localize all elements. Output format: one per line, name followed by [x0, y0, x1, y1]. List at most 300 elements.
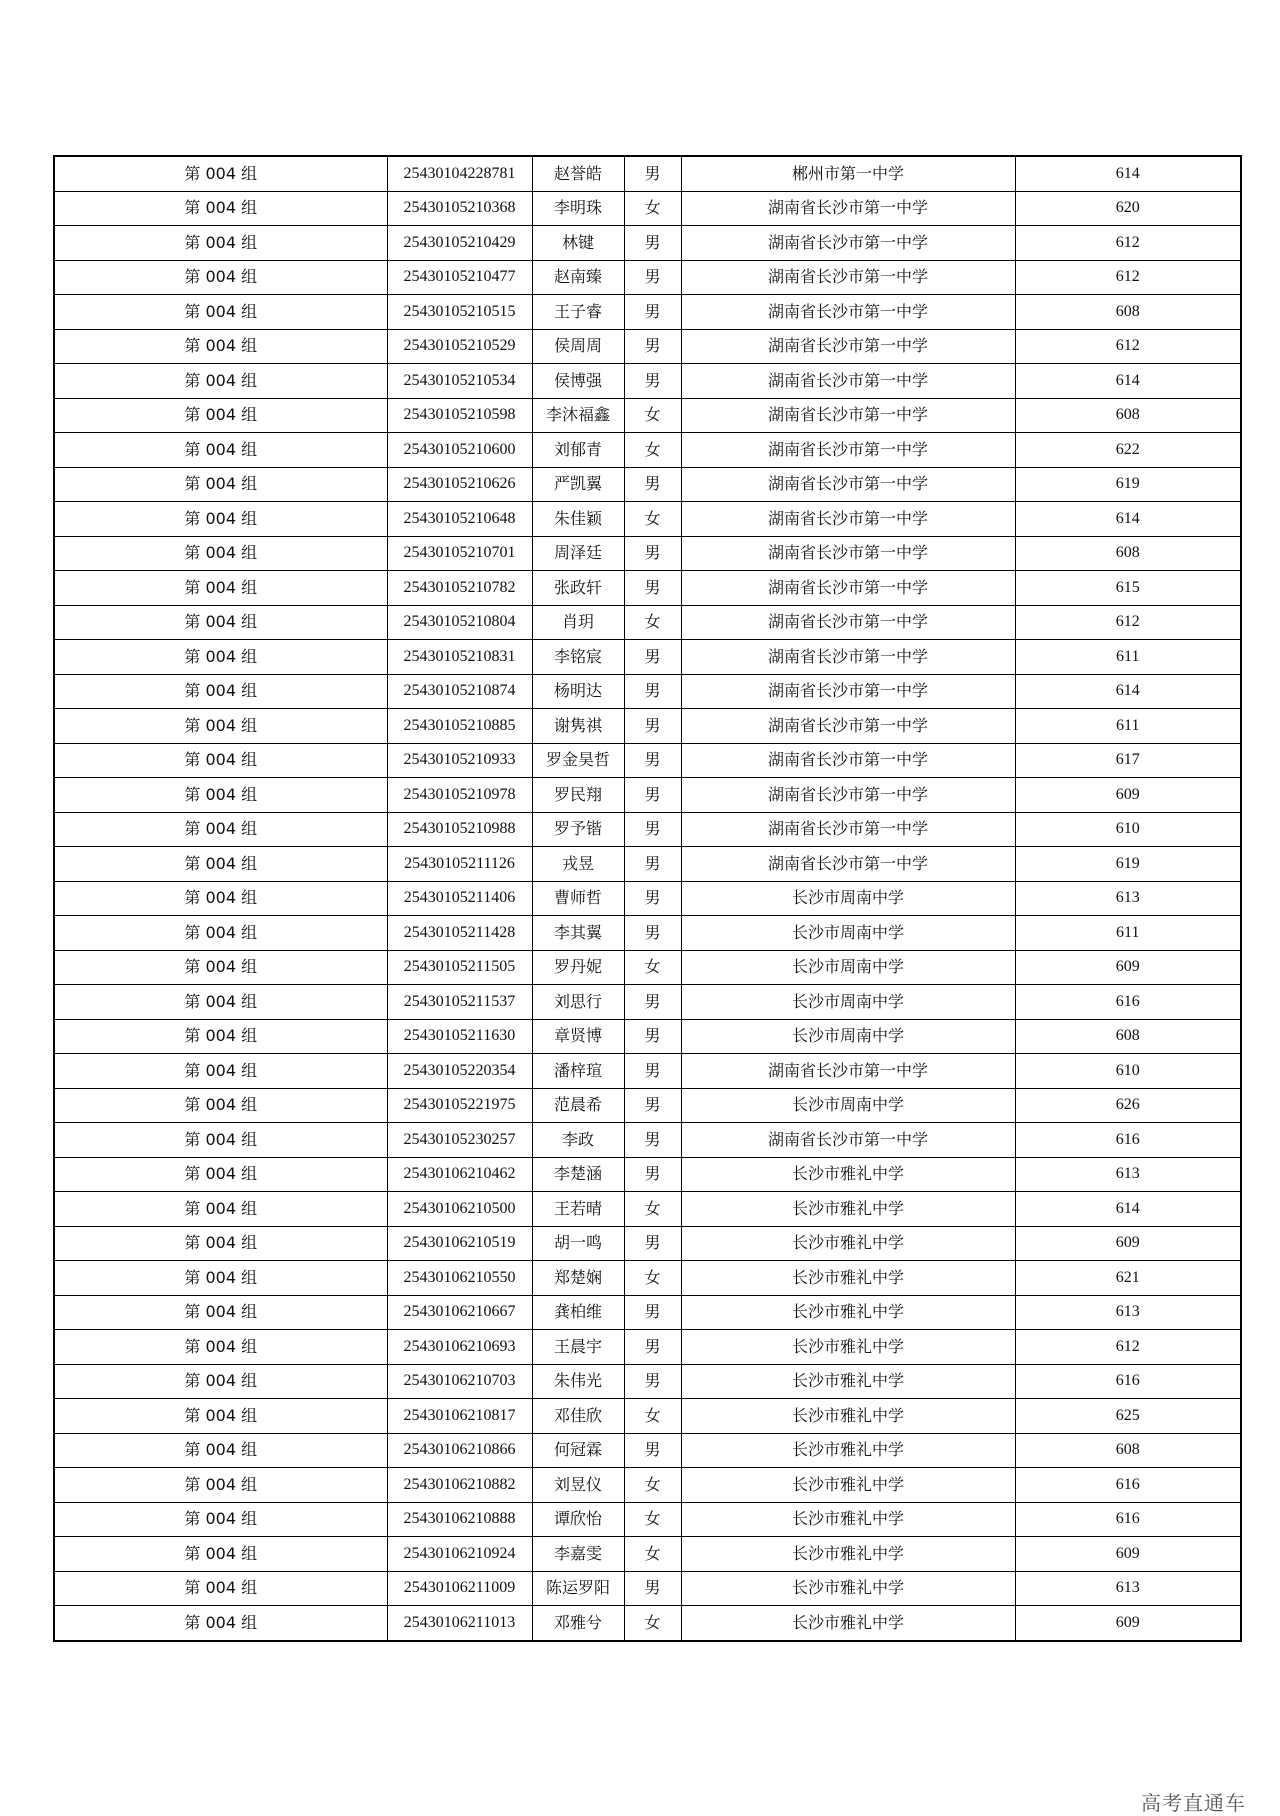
name-cell: 林键: [532, 226, 624, 261]
table-row: [54, 1502, 1241, 1537]
school-cell: 湖南省长沙市第一中学: [681, 226, 1015, 261]
name-cell: 王若晴: [532, 1192, 624, 1227]
exam-id-cell: 25430105210429: [387, 226, 532, 261]
name-cell: 罗金昊哲: [532, 743, 624, 778]
name-cell: 罗予锴: [532, 812, 624, 847]
gender-cell: 女: [624, 1606, 681, 1641]
score-cell: 610: [1015, 1054, 1241, 1089]
group-cell: 第 004 组: [54, 743, 387, 778]
name-cell: 龚柏维: [532, 1295, 624, 1330]
gender-cell: 男: [624, 1330, 681, 1365]
gender-cell: 女: [624, 191, 681, 226]
gender-cell: 男: [624, 1019, 681, 1054]
school-cell: 湖南省长沙市第一中学: [681, 640, 1015, 675]
school-cell: 湖南省长沙市第一中学: [681, 433, 1015, 468]
gender-cell: 男: [624, 260, 681, 295]
gender-cell: 男: [624, 536, 681, 571]
gender-cell: 男: [624, 364, 681, 399]
gender-cell: 男: [624, 1226, 681, 1261]
score-cell: 611: [1015, 640, 1241, 675]
gender-cell: 女: [624, 605, 681, 640]
table-row: [54, 1123, 1241, 1158]
exam-id-cell: 25430106210462: [387, 1157, 532, 1192]
exam-id-cell: 25430105211505: [387, 950, 532, 985]
exam-id-cell: 25430106210550: [387, 1261, 532, 1296]
gender-cell: 男: [624, 329, 681, 364]
table-row: [54, 1571, 1241, 1606]
name-cell: 周泽廷: [532, 536, 624, 571]
school-cell: 湖南省长沙市第一中学: [681, 502, 1015, 537]
exam-id-cell: 25430105210701: [387, 536, 532, 571]
score-cell: 609: [1015, 1226, 1241, 1261]
group-cell: 第 004 组: [54, 1606, 387, 1641]
name-cell: 王子睿: [532, 295, 624, 330]
table-row: [54, 1157, 1241, 1192]
gender-cell: 男: [624, 985, 681, 1020]
exam-id-cell: 25430106210924: [387, 1537, 532, 1572]
exam-id-cell: 25430106210866: [387, 1433, 532, 1468]
gender-cell: 男: [624, 1295, 681, 1330]
exam-id-cell: 25430106210817: [387, 1399, 532, 1434]
exam-id-cell: 25430106210888: [387, 1502, 532, 1537]
score-cell: 613: [1015, 1295, 1241, 1330]
table-row: [54, 398, 1241, 433]
gender-cell: 女: [624, 1468, 681, 1503]
group-cell: 第 004 组: [54, 1123, 387, 1158]
table-row: [54, 1606, 1241, 1641]
name-cell: 杨明达: [532, 674, 624, 709]
exam-id-cell: 25430105221975: [387, 1088, 532, 1123]
exam-id-cell: 25430105211428: [387, 916, 532, 951]
group-cell: 第 004 组: [54, 1502, 387, 1537]
exam-id-cell: 25430105210831: [387, 640, 532, 675]
table-row: [54, 812, 1241, 847]
table-body: [54, 156, 1241, 1641]
exam-id-cell: 25430104228781: [387, 156, 532, 191]
exam-id-cell: 25430105210988: [387, 812, 532, 847]
school-cell: 长沙市雅礼中学: [681, 1330, 1015, 1365]
school-cell: 长沙市雅礼中学: [681, 1157, 1015, 1192]
group-cell: 第 004 组: [54, 1295, 387, 1330]
table-row: [54, 640, 1241, 675]
school-cell: 湖南省长沙市第一中学: [681, 329, 1015, 364]
group-cell: 第 004 组: [54, 226, 387, 261]
score-cell: 614: [1015, 156, 1241, 191]
score-cell: 619: [1015, 847, 1241, 882]
gender-cell: 男: [624, 467, 681, 502]
table-row: [54, 743, 1241, 778]
group-cell: 第 004 组: [54, 1571, 387, 1606]
name-cell: 邓佳欣: [532, 1399, 624, 1434]
exam-id-cell: 25430105211126: [387, 847, 532, 882]
score-cell: 611: [1015, 916, 1241, 951]
table-row: [54, 881, 1241, 916]
table-row: [54, 1537, 1241, 1572]
exam-id-cell: 25430105210648: [387, 502, 532, 537]
group-cell: 第 004 组: [54, 605, 387, 640]
table-row: [54, 433, 1241, 468]
score-cell: 622: [1015, 433, 1241, 468]
score-cell: 616: [1015, 1123, 1241, 1158]
exam-id-cell: 25430106210667: [387, 1295, 532, 1330]
score-cell: 612: [1015, 226, 1241, 261]
table-row: [54, 847, 1241, 882]
school-cell: 长沙市周南中学: [681, 985, 1015, 1020]
gender-cell: 男: [624, 640, 681, 675]
name-cell: 胡一鸣: [532, 1226, 624, 1261]
name-cell: 李政: [532, 1123, 624, 1158]
school-cell: 湖南省长沙市第一中学: [681, 1054, 1015, 1089]
table-row: [54, 605, 1241, 640]
school-cell: 长沙市雅礼中学: [681, 1192, 1015, 1227]
exam-id-cell: 25430106210882: [387, 1468, 532, 1503]
gender-cell: 男: [624, 1433, 681, 1468]
school-cell: 长沙市雅礼中学: [681, 1364, 1015, 1399]
group-cell: 第 004 组: [54, 329, 387, 364]
table-row: [54, 1330, 1241, 1365]
gender-cell: 男: [624, 847, 681, 882]
group-cell: 第 004 组: [54, 1157, 387, 1192]
school-cell: 郴州市第一中学: [681, 156, 1015, 191]
group-cell: 第 004 组: [54, 985, 387, 1020]
exam-id-cell: 25430105211630: [387, 1019, 532, 1054]
school-cell: 湖南省长沙市第一中学: [681, 1123, 1015, 1158]
score-cell: 614: [1015, 1192, 1241, 1227]
group-cell: 第 004 组: [54, 1088, 387, 1123]
table-row: [54, 1088, 1241, 1123]
table-row: [54, 191, 1241, 226]
exam-id-cell: 25430105211537: [387, 985, 532, 1020]
score-cell: 616: [1015, 1502, 1241, 1537]
exam-id-cell: 25430105211406: [387, 881, 532, 916]
gender-cell: 女: [624, 398, 681, 433]
table-row: [54, 329, 1241, 364]
exam-id-cell: 25430105230257: [387, 1123, 532, 1158]
name-cell: 侯周周: [532, 329, 624, 364]
name-cell: 张政轩: [532, 571, 624, 606]
school-cell: 湖南省长沙市第一中学: [681, 260, 1015, 295]
school-cell: 湖南省长沙市第一中学: [681, 467, 1015, 502]
group-cell: 第 004 组: [54, 1226, 387, 1261]
table-row: [54, 295, 1241, 330]
score-cell: 614: [1015, 364, 1241, 399]
gender-cell: 男: [624, 571, 681, 606]
school-cell: 湖南省长沙市第一中学: [681, 191, 1015, 226]
school-cell: 湖南省长沙市第一中学: [681, 364, 1015, 399]
score-cell: 612: [1015, 605, 1241, 640]
table-row: [54, 1364, 1241, 1399]
name-cell: 李嘉雯: [532, 1537, 624, 1572]
group-cell: 第 004 组: [54, 1433, 387, 1468]
table-row: [54, 536, 1241, 571]
score-cell: 609: [1015, 1606, 1241, 1641]
group-cell: 第 004 组: [54, 295, 387, 330]
name-cell: 刘郁青: [532, 433, 624, 468]
score-cell: 608: [1015, 295, 1241, 330]
group-cell: 第 004 组: [54, 1192, 387, 1227]
school-cell: 长沙市雅礼中学: [681, 1571, 1015, 1606]
group-cell: 第 004 组: [54, 950, 387, 985]
gender-cell: 女: [624, 1261, 681, 1296]
exam-id-cell: 25430105210534: [387, 364, 532, 399]
exam-id-cell: 25430106211013: [387, 1606, 532, 1641]
name-cell: 王晨宇: [532, 1330, 624, 1365]
name-cell: 肖玥: [532, 605, 624, 640]
exam-id-cell: 25430105210515: [387, 295, 532, 330]
group-cell: 第 004 组: [54, 536, 387, 571]
name-cell: 曹师哲: [532, 881, 624, 916]
table-row: [54, 709, 1241, 744]
score-cell: 616: [1015, 985, 1241, 1020]
name-cell: 李楚涵: [532, 1157, 624, 1192]
group-cell: 第 004 组: [54, 398, 387, 433]
name-cell: 刘思行: [532, 985, 624, 1020]
score-cell: 619: [1015, 467, 1241, 502]
name-cell: 何冠霖: [532, 1433, 624, 1468]
school-cell: 长沙市雅礼中学: [681, 1399, 1015, 1434]
name-cell: 潘梓瑄: [532, 1054, 624, 1089]
school-cell: 湖南省长沙市第一中学: [681, 812, 1015, 847]
gender-cell: 男: [624, 1054, 681, 1089]
school-cell: 湖南省长沙市第一中学: [681, 709, 1015, 744]
table-row: [54, 260, 1241, 295]
exam-id-cell: 25430106210519: [387, 1226, 532, 1261]
name-cell: 李其翼: [532, 916, 624, 951]
name-cell: 李明珠: [532, 191, 624, 226]
group-cell: 第 004 组: [54, 502, 387, 537]
name-cell: 刘昱仪: [532, 1468, 624, 1503]
gender-cell: 女: [624, 1502, 681, 1537]
table-row: [54, 1261, 1241, 1296]
group-cell: 第 004 组: [54, 881, 387, 916]
score-cell: 609: [1015, 778, 1241, 813]
table-row: [54, 156, 1241, 191]
score-cell: 615: [1015, 571, 1241, 606]
exam-id-cell: 25430106210703: [387, 1364, 532, 1399]
school-cell: 长沙市雅礼中学: [681, 1502, 1015, 1537]
name-cell: 范晨希: [532, 1088, 624, 1123]
table-row: [54, 1019, 1241, 1054]
gender-cell: 男: [624, 674, 681, 709]
score-cell: 608: [1015, 1019, 1241, 1054]
score-cell: 617: [1015, 743, 1241, 778]
gender-cell: 男: [624, 881, 681, 916]
name-cell: 邓雅兮: [532, 1606, 624, 1641]
table-row: [54, 985, 1241, 1020]
school-cell: 湖南省长沙市第一中学: [681, 605, 1015, 640]
group-cell: 第 004 组: [54, 674, 387, 709]
school-cell: 长沙市雅礼中学: [681, 1226, 1015, 1261]
school-cell: 长沙市周南中学: [681, 950, 1015, 985]
name-cell: 李铭宸: [532, 640, 624, 675]
name-cell: 侯博强: [532, 364, 624, 399]
group-cell: 第 004 组: [54, 1019, 387, 1054]
score-cell: 611: [1015, 709, 1241, 744]
school-cell: 长沙市周南中学: [681, 881, 1015, 916]
gender-cell: 女: [624, 1192, 681, 1227]
gender-cell: 男: [624, 812, 681, 847]
exam-id-cell: 25430106210693: [387, 1330, 532, 1365]
school-cell: 湖南省长沙市第一中学: [681, 778, 1015, 813]
score-cell: 608: [1015, 1433, 1241, 1468]
gender-cell: 男: [624, 1571, 681, 1606]
school-cell: 长沙市雅礼中学: [681, 1606, 1015, 1641]
name-cell: 谭欣怡: [532, 1502, 624, 1537]
school-cell: 长沙市雅礼中学: [681, 1261, 1015, 1296]
school-cell: 湖南省长沙市第一中学: [681, 674, 1015, 709]
table-row: [54, 778, 1241, 813]
name-cell: 陈运罗阳: [532, 1571, 624, 1606]
gender-cell: 男: [624, 295, 681, 330]
score-cell: 608: [1015, 536, 1241, 571]
score-cell: 612: [1015, 260, 1241, 295]
group-cell: 第 004 组: [54, 467, 387, 502]
score-cell: 608: [1015, 398, 1241, 433]
group-cell: 第 004 组: [54, 191, 387, 226]
group-cell: 第 004 组: [54, 260, 387, 295]
name-cell: 谢隽祺: [532, 709, 624, 744]
school-cell: 长沙市周南中学: [681, 916, 1015, 951]
group-cell: 第 004 组: [54, 1054, 387, 1089]
school-cell: 湖南省长沙市第一中学: [681, 847, 1015, 882]
gender-cell: 女: [624, 433, 681, 468]
table-row: [54, 1433, 1241, 1468]
school-cell: 长沙市周南中学: [681, 1019, 1015, 1054]
exam-id-cell: 25430105210933: [387, 743, 532, 778]
name-cell: 戎昱: [532, 847, 624, 882]
gender-cell: 男: [624, 226, 681, 261]
group-cell: 第 004 组: [54, 1537, 387, 1572]
score-cell: 621: [1015, 1261, 1241, 1296]
school-cell: 湖南省长沙市第一中学: [681, 398, 1015, 433]
name-cell: 郑楚娴: [532, 1261, 624, 1296]
score-table: [53, 155, 1242, 1642]
exam-id-cell: 25430105210782: [387, 571, 532, 606]
school-cell: 湖南省长沙市第一中学: [681, 571, 1015, 606]
school-cell: 长沙市雅礼中学: [681, 1433, 1015, 1468]
exam-id-cell: 25430106210500: [387, 1192, 532, 1227]
table-row: [54, 674, 1241, 709]
exam-id-cell: 25430105210598: [387, 398, 532, 433]
gender-cell: 女: [624, 502, 681, 537]
name-cell: 朱伟光: [532, 1364, 624, 1399]
school-cell: 湖南省长沙市第一中学: [681, 295, 1015, 330]
name-cell: 赵誉皓: [532, 156, 624, 191]
table-row: [54, 502, 1241, 537]
name-cell: 罗民翔: [532, 778, 624, 813]
exam-id-cell: 25430106211009: [387, 1571, 532, 1606]
school-cell: 湖南省长沙市第一中学: [681, 536, 1015, 571]
name-cell: 严凯翼: [532, 467, 624, 502]
score-cell: 610: [1015, 812, 1241, 847]
score-cell: 613: [1015, 1571, 1241, 1606]
table-row: [54, 1295, 1241, 1330]
gender-cell: 女: [624, 1399, 681, 1434]
exam-id-cell: 25430105210477: [387, 260, 532, 295]
school-cell: 湖南省长沙市第一中学: [681, 743, 1015, 778]
score-cell: 616: [1015, 1468, 1241, 1503]
group-cell: 第 004 组: [54, 1330, 387, 1365]
gender-cell: 男: [624, 916, 681, 951]
group-cell: 第 004 组: [54, 812, 387, 847]
group-cell: 第 004 组: [54, 364, 387, 399]
score-cell: 613: [1015, 881, 1241, 916]
group-cell: 第 004 组: [54, 1399, 387, 1434]
group-cell: 第 004 组: [54, 847, 387, 882]
school-cell: 长沙市雅礼中学: [681, 1295, 1015, 1330]
table-row: [54, 950, 1241, 985]
group-cell: 第 004 组: [54, 916, 387, 951]
group-cell: 第 004 组: [54, 433, 387, 468]
exam-id-cell: 25430105210804: [387, 605, 532, 640]
name-cell: 赵南臻: [532, 260, 624, 295]
score-cell: 612: [1015, 329, 1241, 364]
name-cell: 章贤博: [532, 1019, 624, 1054]
group-cell: 第 004 组: [54, 1261, 387, 1296]
name-cell: 李沐福鑫: [532, 398, 624, 433]
school-cell: 长沙市雅礼中学: [681, 1468, 1015, 1503]
watermark-text: 高考直通车: [1141, 1791, 1246, 1815]
exam-id-cell: 25430105210368: [387, 191, 532, 226]
school-cell: 长沙市周南中学: [681, 1088, 1015, 1123]
score-cell: 609: [1015, 950, 1241, 985]
gender-cell: 男: [624, 709, 681, 744]
table-row: [54, 1054, 1241, 1089]
table-row: [54, 571, 1241, 606]
table-row: [54, 916, 1241, 951]
group-cell: 第 004 组: [54, 778, 387, 813]
gender-cell: 男: [624, 743, 681, 778]
gender-cell: 女: [624, 950, 681, 985]
exam-id-cell: 25430105210600: [387, 433, 532, 468]
score-cell: 626: [1015, 1088, 1241, 1123]
exam-id-cell: 25430105210885: [387, 709, 532, 744]
score-cell: 613: [1015, 1157, 1241, 1192]
score-cell: 625: [1015, 1399, 1241, 1434]
gender-cell: 男: [624, 156, 681, 191]
exam-id-cell: 25430105210626: [387, 467, 532, 502]
score-cell: 609: [1015, 1537, 1241, 1572]
gender-cell: 男: [624, 1123, 681, 1158]
group-cell: 第 004 组: [54, 156, 387, 191]
group-cell: 第 004 组: [54, 1364, 387, 1399]
group-cell: 第 004 组: [54, 571, 387, 606]
gender-cell: 女: [624, 1537, 681, 1572]
group-cell: 第 004 组: [54, 640, 387, 675]
gender-cell: 男: [624, 1364, 681, 1399]
score-cell: 614: [1015, 502, 1241, 537]
score-cell: 616: [1015, 1364, 1241, 1399]
school-cell: 长沙市雅礼中学: [681, 1537, 1015, 1572]
gender-cell: 男: [624, 1088, 681, 1123]
exam-id-cell: 25430105210529: [387, 329, 532, 364]
table-row: [54, 1192, 1241, 1227]
table-row: [54, 1399, 1241, 1434]
group-cell: 第 004 组: [54, 1468, 387, 1503]
name-cell: 朱佳颖: [532, 502, 624, 537]
table-row: [54, 467, 1241, 502]
table-row: [54, 1226, 1241, 1261]
group-cell: 第 004 组: [54, 709, 387, 744]
exam-id-cell: 25430105220354: [387, 1054, 532, 1089]
name-cell: 罗丹妮: [532, 950, 624, 985]
score-cell: 614: [1015, 674, 1241, 709]
gender-cell: 男: [624, 778, 681, 813]
gender-cell: 男: [624, 1157, 681, 1192]
table-row: [54, 1468, 1241, 1503]
score-cell: 620: [1015, 191, 1241, 226]
score-cell: 612: [1015, 1330, 1241, 1365]
